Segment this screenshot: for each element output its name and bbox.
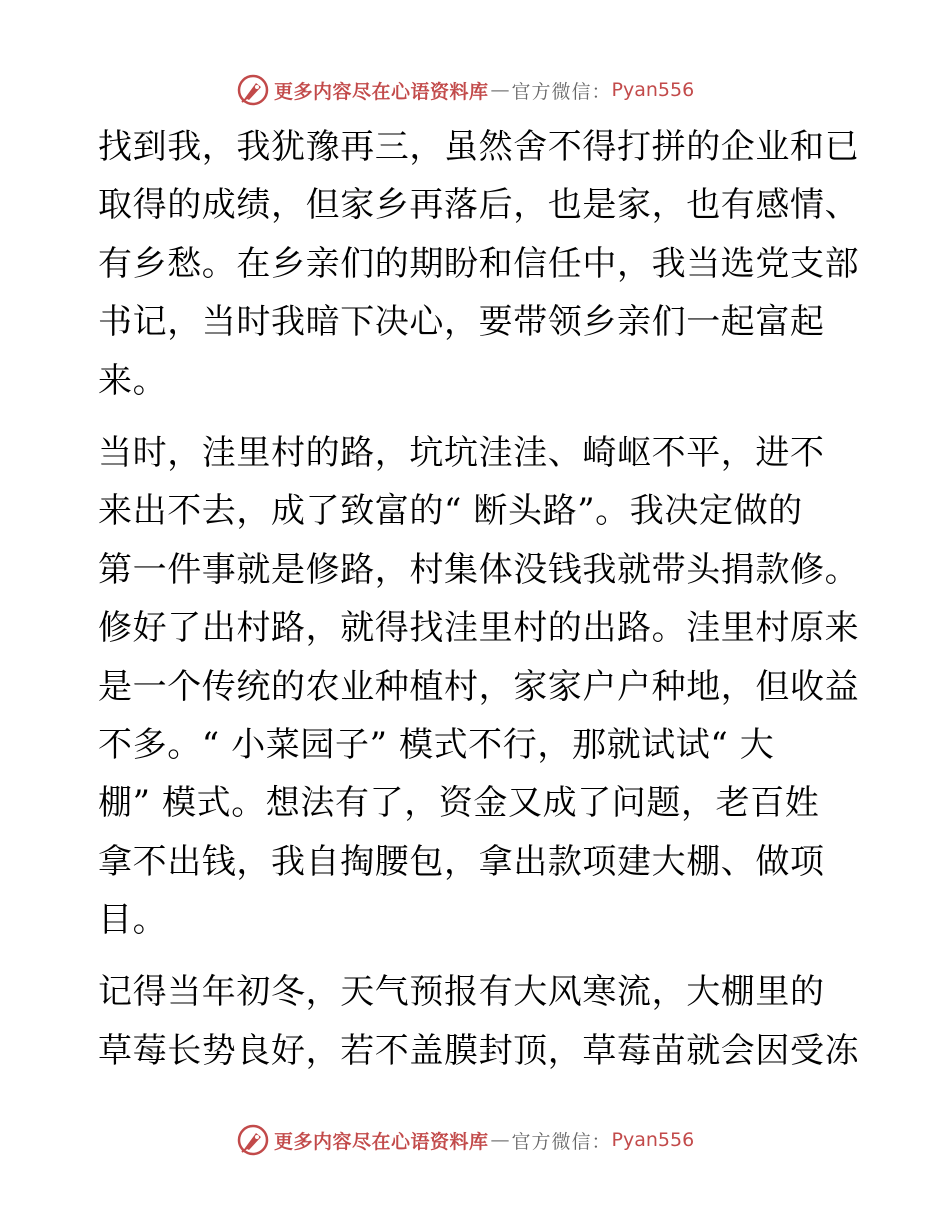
text-line: 记得当年初冬，天气预报有大风寒流，大棚里的 (98, 972, 825, 1013)
paragraph-1 (98, 118, 858, 410)
text-line: 有乡愁。在乡亲们的期盼和信任中，我当选党支部 (98, 243, 860, 284)
text-line: 修好了出村路，就得找洼里村的出路。洼里村原来 (98, 608, 860, 649)
banner-separator: — (490, 79, 510, 101)
text-line: 拿不出钱，我自掏腰包，拿出款项建大棚、做项 (98, 841, 825, 882)
banner-wechat-id: Pyan556 (611, 1129, 695, 1151)
banner-wechat-id: Pyan556 (611, 79, 695, 101)
banner-title: 更多内容尽在心语资料库 (274, 1130, 489, 1153)
header-banner (236, 70, 694, 110)
banner-title: 更多内容尽在心语资料库 (274, 80, 489, 103)
paragraph-2 (98, 424, 858, 950)
banner-wechat-label: 官方微信： (511, 80, 612, 103)
text-line: 不多。“ 小菜园子” 模式不行，那就试试“ 大 (98, 724, 775, 765)
text-line: 来出不去，成了致富的“ 断头路”。我决定做的 (98, 491, 803, 532)
text-line: 是一个传统的农业种植村，家家户户种地，但收益 (98, 666, 860, 707)
document-body (98, 118, 858, 1080)
text-line: 目。 (98, 900, 168, 941)
footer-banner (236, 1120, 694, 1160)
pen-nib-logo-icon (236, 73, 270, 107)
paragraph-spacer (98, 410, 858, 424)
text-line: 书记，当时我暗下决心，要带领乡亲们一起富起 (98, 302, 825, 343)
text-line: 找到我，我犹豫再三，虽然舍不得打拼的企业和已 (98, 127, 860, 167)
paragraph-spacer (98, 949, 858, 963)
text-line: 来。 (98, 360, 168, 401)
paragraph-3 (98, 963, 858, 1080)
text-line: 第一件事就是修路，村集体没钱我就带头捐款修。 (98, 549, 860, 590)
pen-nib-logo-icon (236, 1123, 270, 1157)
text-line: 取得的成绩，但家乡再落后，也是家，也有感情、 (98, 185, 860, 226)
text-line: 棚” 模式。想法有了，资金又成了问题，老百姓 (98, 783, 820, 824)
text-line: 当时，洼里村的路，坑坑洼洼、崎岖不平，进不 (98, 432, 825, 473)
text-line: 草莓长势良好，若不盖膜封顶，草莓苗就会因受冻 (98, 1030, 860, 1071)
banner-separator: — (490, 1129, 510, 1151)
banner-wechat-label: 官方微信： (511, 1130, 612, 1153)
